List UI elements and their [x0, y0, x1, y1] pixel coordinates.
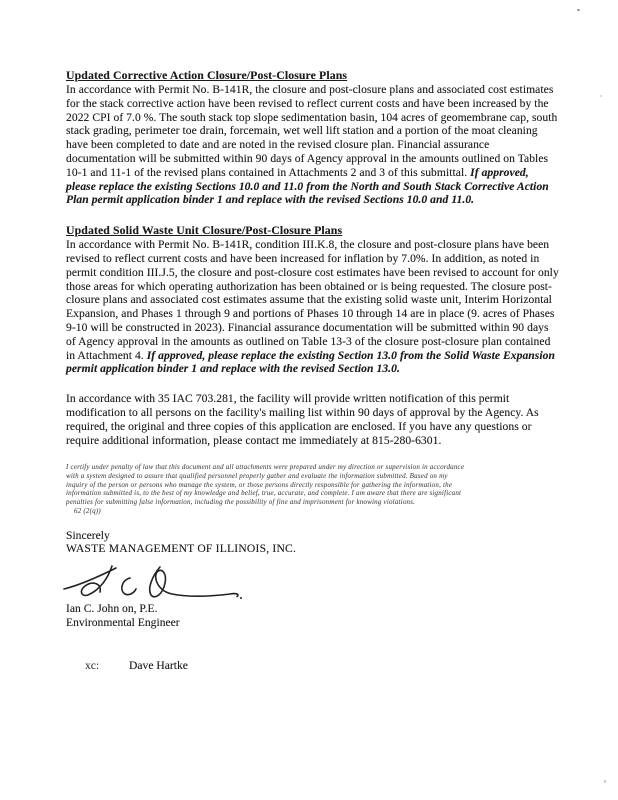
paragraph-text: In accordance with 35 IAC 703.281, the facility will provide written notification of this permit modification to all persons on the facility's mailing list within 90 days of approval by the Agency. As required, the original and three copies of this application are enclosed. If you have any questions or require additional information, please contact me immediately at 815-280-6301. [66, 392, 539, 447]
paragraph-bold-italic-text: If approved, please replace the existing Section 13.0 from the Solid Waste Expansion permit application binder 1 and replace with the revised Section 13.0. [66, 348, 555, 376]
paragraph-text: In accordance with Permit No. B-141R, the closure and post-closure plans and associated cost estimates for the stack corrective action have been revised to reflect current costs and have been increased by the 2022 CPI of 7.0 %. The south stack top slope sedimentation basin, 104 acres of geomembrane cap, south stack grading, perimeter toe drain, forcemain, wet well lift station and a portion of the moat cleaning have been completed to date and are noted in the revised closure plan. Financial assurance documentation will be submitted within 90 days of Agency approval in the amounts outlined on Tables 10-1 and 11-1 of the revised plans contained in Attachments 2 and 3 of this submittal. [66, 83, 558, 179]
scan-artifact [604, 780, 606, 783]
paragraph-notification [66, 392, 560, 447]
certification-citation: 62 (2(q)) [74, 506, 101, 515]
certification-line: information submitted is, to the best of my knowledge and belief, true, accurate, and complete. I am aware that there are significant [66, 489, 462, 498]
section-corrective-action [66, 68, 560, 207]
scan-artifact [600, 95, 602, 97]
paragraph-solid-waste [66, 238, 560, 376]
certification-line: with a system designed to assure that qualified personnel properly gather and evaluate the information submitted. Based on my [66, 472, 448, 481]
closing-text: Sincerely [66, 528, 110, 542]
section-notification [66, 392, 560, 447]
cc-line [66, 659, 560, 672]
scan-artifact [577, 9, 580, 11]
company-name: WASTE MANAGEMENT OF ILLINOIS, INC. [66, 542, 297, 556]
certification-line: penalties for submitting false information, including the possibility of fine and imprisonment for knowing violations. [66, 498, 416, 507]
section-heading-corrective-action: Updated Corrective Action Closure/Post-Closure Plans [66, 68, 348, 82]
certification-line: I certify under penalty of law that this document and all attachments were prepared under my direction or supervision in accordance [66, 463, 465, 472]
cc-label: xc: [85, 658, 100, 672]
certification-statement [66, 463, 560, 515]
signer-name: Ian C. John on, P.E. [66, 602, 158, 616]
paragraph-text: In accordance with Permit No. B-141R, condition III.K.8, the closure and post-closure plans have been revised to reflect current costs and have been increased for inflation by 7.0%. In addition, as noted in permit condition III.J.5, the closure and post-closure cost estimates have been revised to account for only those areas for which operating authorization has been obtained or is being requested. The closure post-closure plans and associated cost estimates assume that the existing solid waste unit, Interim Horizontal Expansion, and Phases 1 through 9 and portions of Phases 10 through 14 are in place (9. acres of Phases 9-10 will be constructed in 2023). Financial assurance documentation will be submitted within 90 days of Agency approval in the amounts as outlined on Table 13-3 of the closure post-closure plan contained in Attachment 4. [66, 238, 559, 362]
paragraph-corrective-action [66, 83, 560, 207]
section-heading-solid-waste: Updated Solid Waste Unit Closure/Post-Closure Plans [66, 223, 343, 238]
letter-page [66, 68, 560, 672]
cc-name: Dave Hartke [129, 658, 188, 672]
signature-image [62, 558, 248, 606]
signer-title: Environmental Engineer [66, 615, 180, 629]
section-solid-waste [66, 223, 560, 376]
certification-line: inquiry of the person or persons who manage the system, or those persons directly responsible for gathering the information, the [66, 480, 453, 489]
signature-block [66, 529, 560, 630]
paragraph-bold-italic-text: If approved, please replace the existing Sections 10.0 and 11.0 from the North and South Stack Corrective Action Plan permit application binder 1 and replace with the revised Sections 10.0 and 11.0. [66, 165, 549, 207]
